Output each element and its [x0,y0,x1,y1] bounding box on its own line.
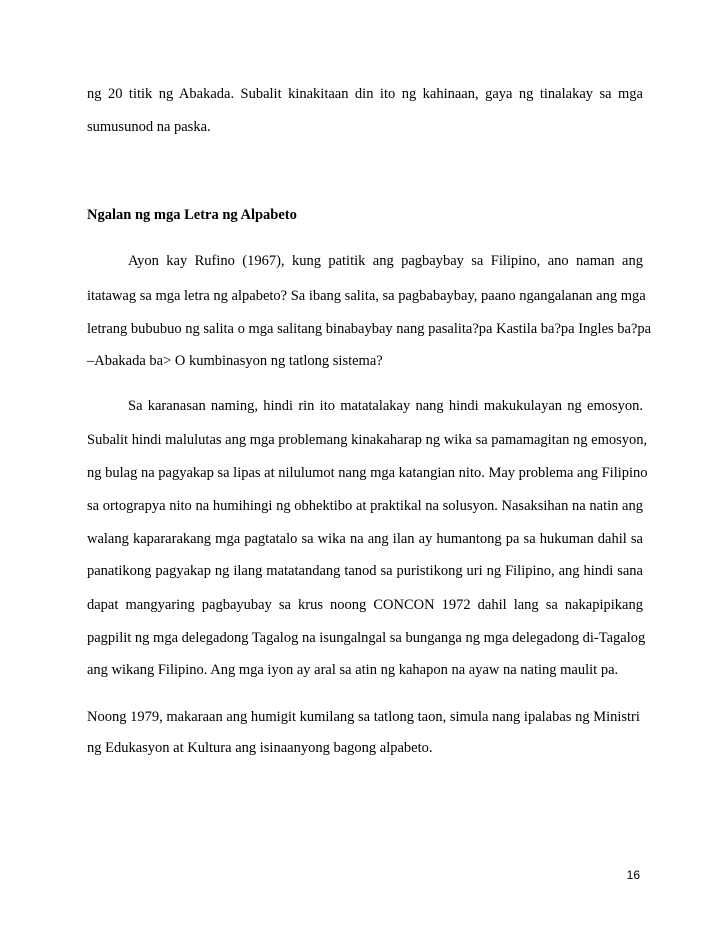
paragraph-line: letrang bububuo ng salita o mga salitang binabaybay nang pasalita?pa Kastila ba?pa Ingles ba?pa [87,321,652,337]
paragraph-line: pagpilit ng mga delegadong Tagalog na isungalngal sa bunganga ng mga delegadong di-Tagalog [87,630,646,646]
paragraph-line: ng Edukasyon at Kultura ang isinaanyong bagong alpabeto. [87,740,433,756]
paragraph-line: Sa karanasan naming, hindi rin ito matatalakay nang hindi makukulayan ng emosyon. [128,398,643,414]
paragraph-line: Noong 1979, makaraan ang humigit kumilang sa tatlong taon, simula nang ipalabas ng Ministri [87,709,640,725]
paragraph-line: panatikong pagyakap ng ilang matatandang tanod sa puristikong uri ng Filipino, ang hindi sana [87,563,643,579]
paragraph-line: ang wikang Filipino. Ang mga iyon ay aral sa atin ng kahapon na ayaw na nating maulit pa. [87,662,619,678]
paragraph-line: Ayon kay Rufino (1967), kung patitik ang pagbaybay sa Filipino, ano naman ang [128,253,643,269]
paragraph-line: –Abakada ba> O kumbinasyon ng tatlong sistema? [87,353,383,369]
paragraph-line: sa ortograpya nito na humihingi ng obhektibo at praktikal na solusyon. Nasaksihan na natin ang [87,498,643,514]
paragraph-line: ng bulag na pagyakap sa lipas at nilulumot nang mga katangian nito. May problema ang Filipino [87,465,648,481]
paragraph-line: walang kapararakang mga pagtatalo sa wika na ang ilan ay humantong pa sa hukuman dahil sa [87,531,643,547]
section-heading: Ngalan ng mga Letra ng Alpabeto [87,207,297,223]
paragraph-line: ng 20 titik ng Abakada. Subalit kinakitaan din ito ng kahinaan, gaya ng tinalakay sa mga [87,86,643,102]
page-number: 16 [626,868,640,882]
paragraph-line: itatawag sa mga letra ng alpabeto? Sa ibang salita, sa pagbabaybay, paano ngangalanan ang mga [87,288,646,304]
paragraph-line: sumusunod na paska. [87,119,211,135]
paragraph-line: Subalit hindi malulutas ang mga problemang kinakaharap ng wika sa pamamagitan ng emosyon, [87,432,648,448]
paragraph-line: dapat mangyaring pagbayubay sa krus noong CONCON 1972 dahil lang sa nakapipikang [87,597,643,613]
